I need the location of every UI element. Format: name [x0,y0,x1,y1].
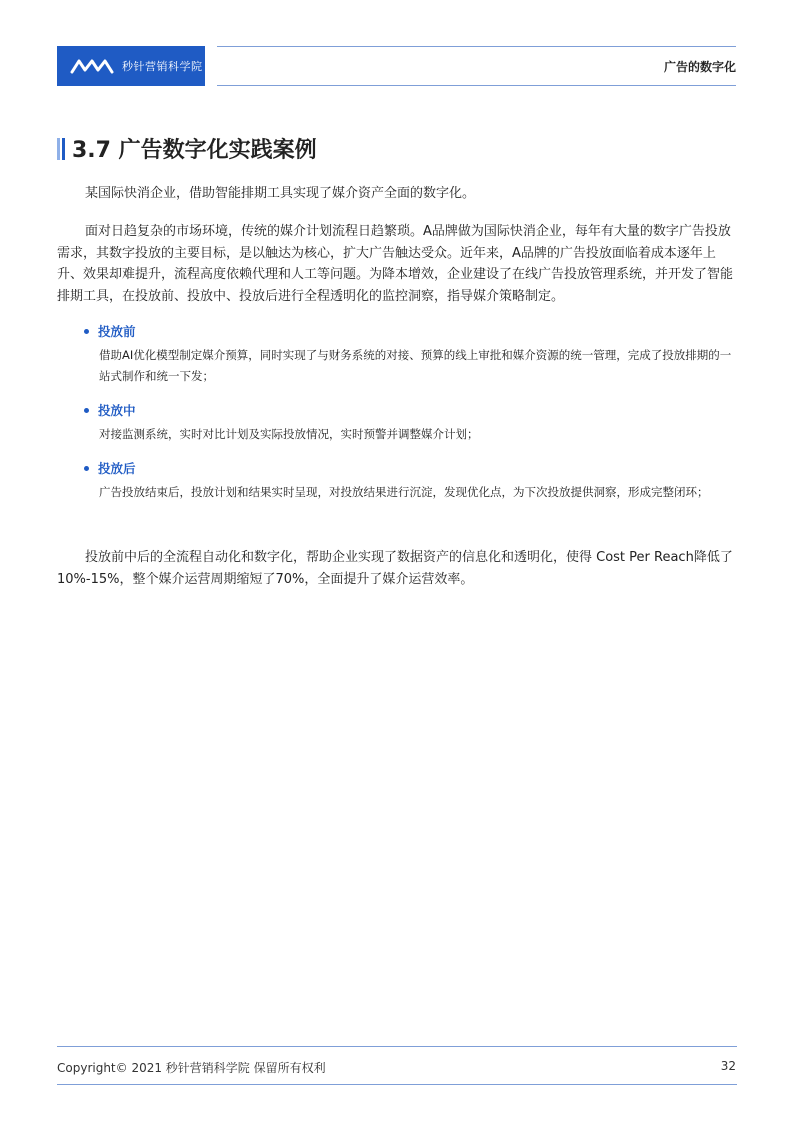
header-divider-bottom [217,85,736,86]
heading-bar-icon [57,138,65,160]
brand-logo [57,46,205,86]
conclusion-paragraph: 投放前中后的全流程自动化和数字化，帮助企业实现了数据资产的信息化和透明化，使得 Cost Per Reach降低了10%-15%，整个媒介运营周期缩短了70%，全面提升了媒介运营效率。 [57,550,733,587]
bullet-dot-icon [84,408,89,413]
bullet-dot-icon [84,329,89,334]
bullet-body: 借助AI优化模型制定媒介预算，同时实现了与财务系统的对接、预算的线上审批和媒介资源的统一管理，完成了投放排期的一站式制作和统一下发； [99,348,732,383]
body-paragraph: 面对日趋复杂的市场环境，传统的媒介计划流程日趋繁琐。A品牌做为国际快消企业，每年有大量的数字广告投放需求，其数字投放的主要目标，是以触达为核心，扩大广告触达受众。近年来，A品牌的广告投放面临着成本逐年上升、效果却难提升，流程高度依赖代理和人工等问题。为降本增效，企业建设了在线广告投放管理系统，并开发了智能排期工具，在投放前、投放中、投放后进行全程透明化的监控洞察，指导媒介策略制定。 [57,224,734,304]
section-heading [57,133,317,164]
bullet-title: 投放后 [98,461,136,476]
bullet-body: 广告投放结束后，投放计划和结果实时呈现，对投放结果进行沉淀，发现优化点，为下次投放提供洞察，形成完整闭环； [99,485,709,499]
chapter-title: 广告的数字化 [663,60,736,74]
copyright-text: Copyright© 2021 秒针营销科学院 保留所有权利 [57,1061,326,1075]
intro-paragraph: 某国际快消企业，借助智能排期工具实现了媒介资产全面的数字化。 [85,186,476,201]
bullet-body: 对接监测系统，实时对比计划及实际投放情况，实时预警并调整媒介计划； [99,427,479,441]
section-title: 3.7 广告数字化实践案例 [72,138,317,163]
bullet-dot-icon [84,466,89,471]
bullet-item-during [84,401,736,445]
footer-divider-top [57,1046,737,1047]
mz-wave-logo-icon [70,57,114,75]
footer-divider-bottom [57,1084,737,1085]
bullet-title: 投放中 [98,403,136,418]
bullet-title: 投放前 [98,324,136,339]
brand-name: 秒针营销科学院 [122,60,203,73]
bullet-item-before [84,322,736,387]
bullet-item-after [84,459,736,503]
header-divider-top [217,46,736,47]
page-number: 32 [720,1059,736,1073]
